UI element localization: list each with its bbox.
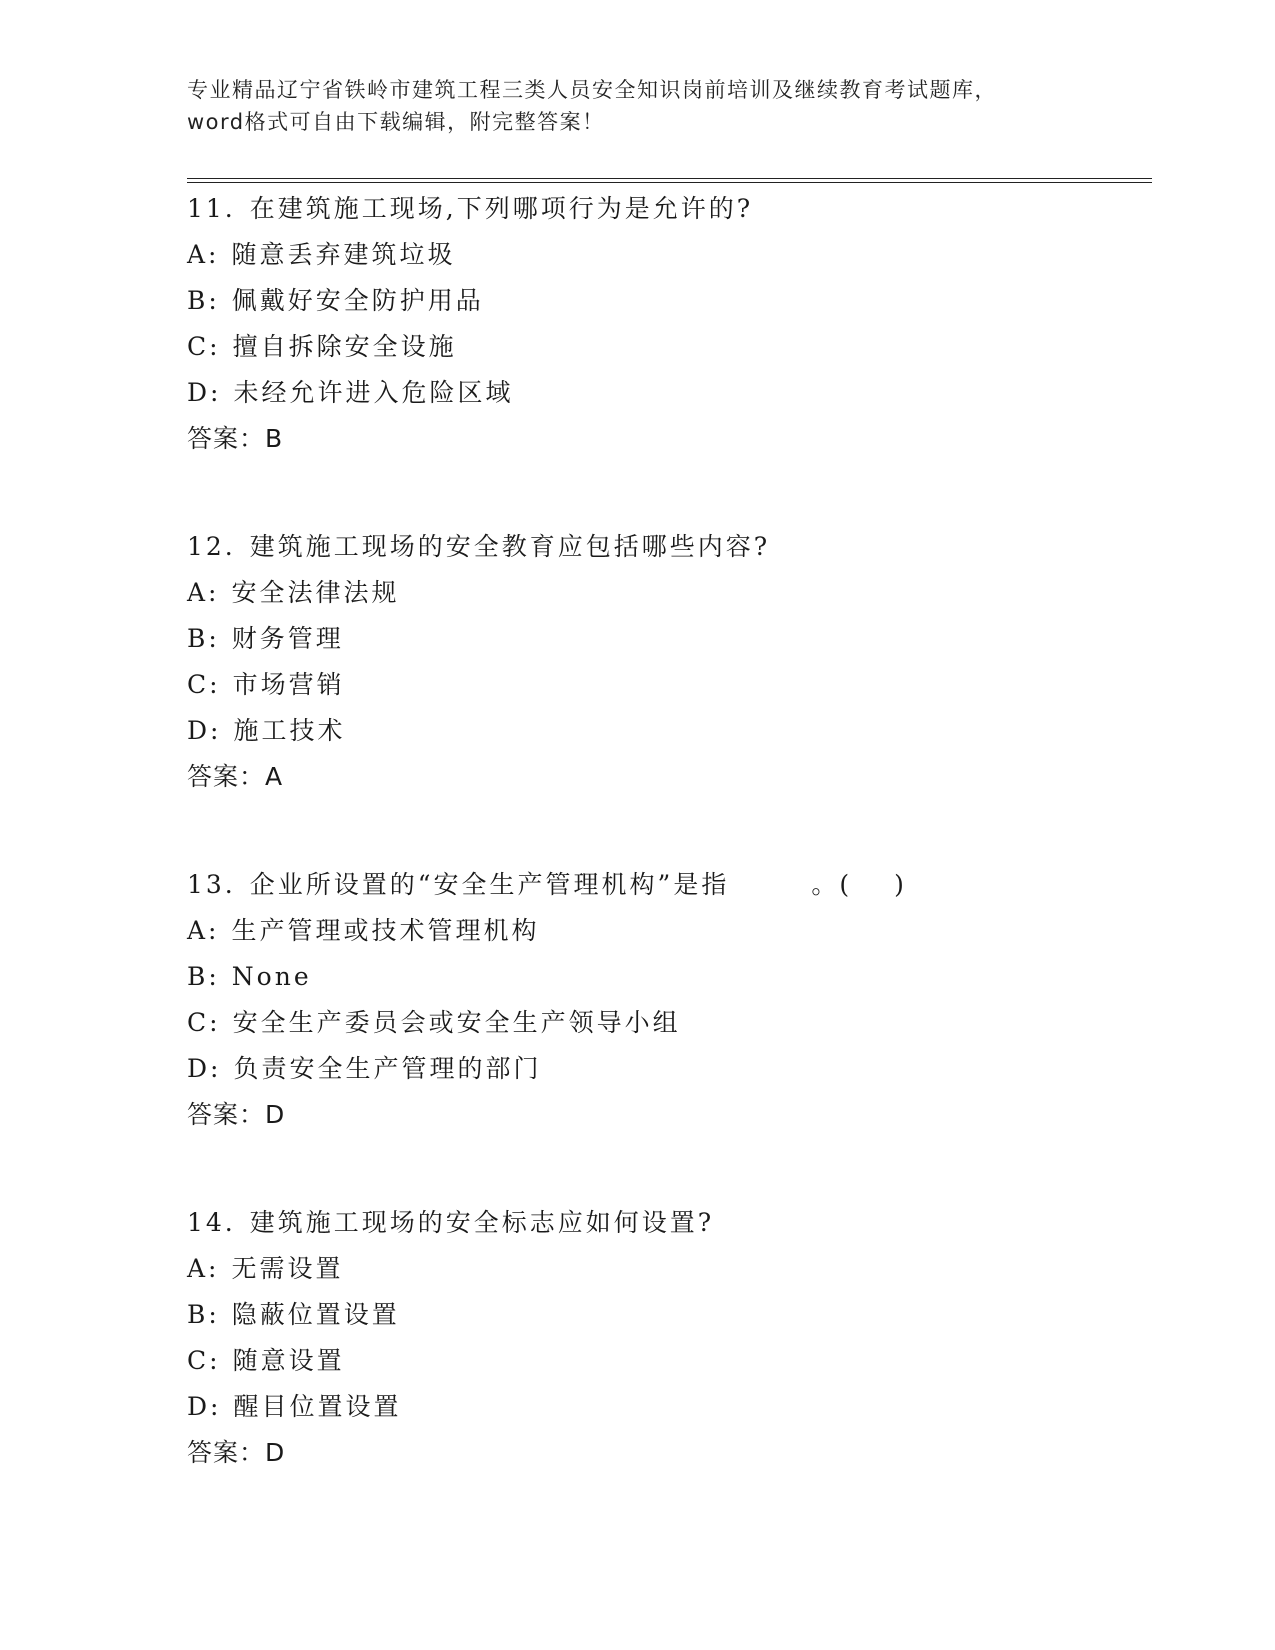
- option-c: [187, 662, 1152, 708]
- question-stem: [187, 1200, 1152, 1246]
- option-letter: B:: [187, 1300, 220, 1329]
- option-c: [187, 1338, 1152, 1384]
- question-text: 在建筑施工现场,下列哪项行为是允许的?: [249, 194, 754, 223]
- header-divider-top: [187, 178, 1152, 179]
- option-b: [187, 954, 1152, 1000]
- option-b: [187, 1292, 1152, 1338]
- option-letter: D:: [187, 1392, 222, 1421]
- option-text: 财务管理: [231, 624, 344, 653]
- option-d: [187, 1384, 1152, 1430]
- option-b: [187, 278, 1152, 324]
- question-number: 14.: [187, 1208, 236, 1237]
- question-11: [187, 186, 1152, 462]
- option-text: 随意丢弃建筑垃圾: [231, 240, 456, 269]
- option-b: [187, 616, 1152, 662]
- option-letter: C:: [187, 670, 221, 699]
- option-text: 无需设置: [231, 1254, 344, 1283]
- option-letter: D:: [187, 1054, 222, 1083]
- answer-line: [187, 1092, 1152, 1138]
- option-letter: D:: [187, 716, 222, 745]
- answer-line: [187, 1430, 1152, 1476]
- option-letter: C:: [187, 332, 221, 361]
- question-text-suffix: 。(: [811, 870, 853, 899]
- option-a: [187, 1246, 1152, 1292]
- option-letter: B:: [187, 624, 220, 653]
- question-13: [187, 862, 1152, 1138]
- option-letter: C:: [187, 1008, 221, 1037]
- option-letter: A:: [187, 1254, 220, 1283]
- option-text: 生产管理或技术管理机构: [231, 916, 540, 945]
- header-divider-bottom: [187, 182, 1152, 183]
- question-text-end: ): [894, 870, 907, 899]
- answer-label: 答案：: [187, 1438, 266, 1467]
- option-text: 醒目位置设置: [233, 1392, 402, 1421]
- answer-line: [187, 754, 1152, 800]
- header-title-line-2: word格式可自由下载编辑，附完整答案！: [187, 110, 605, 134]
- question-stem: [187, 186, 1152, 232]
- question-14: [187, 1200, 1152, 1476]
- option-letter: A:: [187, 240, 220, 269]
- option-d: [187, 370, 1152, 416]
- answer-value: A: [265, 762, 284, 791]
- option-a: [187, 232, 1152, 278]
- option-letter: B:: [187, 962, 220, 991]
- option-text: 安全法律法规: [231, 578, 400, 607]
- option-letter: B:: [187, 286, 220, 315]
- option-text: 安全生产委员会或安全生产领导小组: [232, 1008, 681, 1037]
- option-text: 隐蔽位置设置: [231, 1300, 400, 1329]
- option-a: [187, 570, 1152, 616]
- option-text: 随意设置: [232, 1346, 345, 1375]
- option-text: 佩戴好安全防护用品: [231, 286, 484, 315]
- document-header: [187, 74, 1087, 138]
- option-text: 施工技术: [233, 716, 346, 745]
- option-text: 未经允许进入危险区域: [233, 378, 514, 407]
- question-list: [187, 186, 1152, 1538]
- option-a: [187, 908, 1152, 954]
- question-stem: [187, 862, 1152, 908]
- answer-value: B: [265, 424, 284, 453]
- answer-label: 答案：: [187, 1100, 266, 1129]
- option-text: 擅自拆除安全设施: [232, 332, 457, 361]
- option-c: [187, 324, 1152, 370]
- option-text: 市场营销: [232, 670, 345, 699]
- question-text: 建筑施工现场的安全教育应包括哪些内容?: [249, 532, 771, 561]
- question-12: [187, 524, 1152, 800]
- option-c: [187, 1000, 1152, 1046]
- answer-label: 答案：: [187, 424, 266, 453]
- answer-line: [187, 416, 1152, 462]
- question-stem: [187, 524, 1152, 570]
- answer-value: D: [265, 1438, 286, 1467]
- option-d: [187, 708, 1152, 754]
- question-text: 企业所设置的“安全生产管理机构”是指: [249, 870, 730, 899]
- option-letter: C:: [187, 1346, 221, 1375]
- option-letter: D:: [187, 378, 222, 407]
- option-letter: A:: [187, 578, 220, 607]
- answer-label: 答案：: [187, 762, 266, 791]
- question-number: 12.: [187, 532, 236, 561]
- option-text: None: [231, 962, 312, 991]
- question-number: 11.: [187, 194, 236, 223]
- option-letter: A:: [187, 916, 220, 945]
- question-text: 建筑施工现场的安全标志应如何设置?: [249, 1208, 715, 1237]
- question-number: 13.: [187, 870, 236, 899]
- header-title-line-1: 专业精品辽宁省铁岭市建筑工程三类人员安全知识岗前培训及继续教育考试题库，: [187, 78, 997, 102]
- answer-value: D: [265, 1100, 286, 1129]
- option-d: [187, 1046, 1152, 1092]
- option-text: 负责安全生产管理的部门: [233, 1054, 542, 1083]
